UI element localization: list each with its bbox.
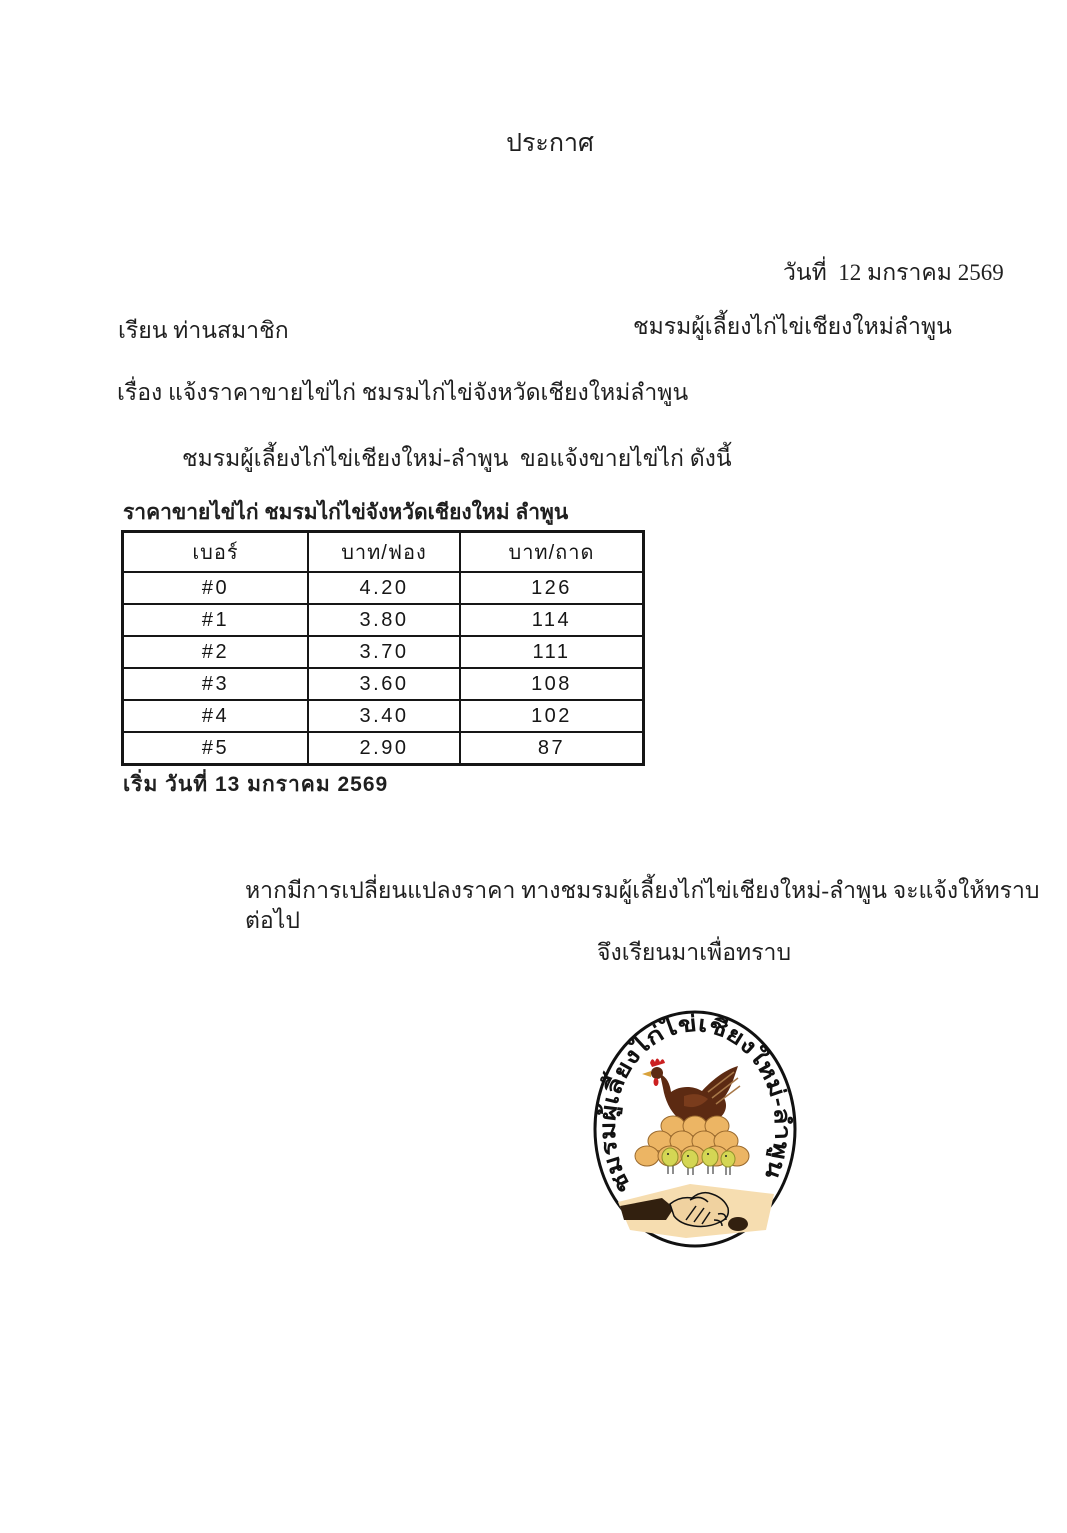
closing-line: หากมีการเปลี่ยนแปลงราคา ทางชมรมผู้เลี้ยงไก่ไข่เชียงใหม่-ลำพูน จะแจ้งให้ทราบต่อไป (245, 878, 1040, 933)
table-row (123, 636, 644, 668)
table-cell: 3.70 (308, 636, 460, 668)
table-cell: #3 (123, 668, 309, 700)
intro-line: ชมรมผู้เลี้ยงไก่ไข่เชียงใหม่-ลำพูน ขอแจ้งขายไข่ไก่ ดังนี้ (182, 446, 732, 471)
effective-date-note: เริ่ม วันที่ 13 มกราคม 2569 (123, 773, 389, 796)
table-cell: 2.90 (308, 732, 460, 765)
header-row (123, 532, 644, 573)
table-cell: 3.60 (308, 668, 460, 700)
table-row (123, 732, 644, 765)
organization-name: ชมรมผู้เลี้ยงไก่ไข่เชียงใหม่ลำพูน (633, 314, 952, 339)
logo-arc-text: ชมรมผู้เลี้ยงไก่ไข่เชียงใหม่-ลำพูน (594, 1011, 796, 1198)
table-cell: #1 (123, 604, 309, 636)
document-title: ประกาศ (506, 130, 594, 157)
table-cell: 108 (460, 668, 644, 700)
subject-line: เรื่อง แจ้งราคาขายไข่ไก่ ชมรมไก่ไข่จังหวัดเชียงใหม่ลำพูน (117, 380, 689, 405)
table-cell: 126 (460, 572, 644, 604)
table-cell: 114 (460, 604, 644, 636)
table-cell: #5 (123, 732, 309, 765)
table-cell: 111 (460, 636, 644, 668)
column-header-number: เบอร์ (123, 532, 309, 573)
table-cell: #2 (123, 636, 309, 668)
table-cell: 3.80 (308, 604, 460, 636)
salutation-line: เรียน ท่านสมาชิก (118, 318, 289, 343)
table-row (123, 700, 644, 732)
table-cell: 4.20 (308, 572, 460, 604)
date-line: วันที่ 12 มกราคม 2569 (783, 260, 1004, 285)
egg-price-table (121, 530, 645, 766)
table-cell: #0 (123, 572, 309, 604)
table-row (123, 668, 644, 700)
table-cell: 3.40 (308, 700, 460, 732)
table-cell: 102 (460, 700, 644, 732)
column-header-per-egg: บาท/ฟอง (308, 532, 460, 573)
table-cell: 87 (460, 732, 644, 765)
table-row (123, 604, 644, 636)
association-logo-graphic (590, 1008, 800, 1250)
sign-off-line: จึงเรียนมาเพื่อทราบ (597, 940, 792, 965)
price-table-body (123, 572, 644, 765)
table-cell: #4 (123, 700, 309, 732)
association-logo (590, 1008, 800, 1250)
price-table-header (123, 532, 644, 573)
price-table-title: ราคาขายไข่ไก่ ชมรมไก่ไข่จังหวัดเชียงใหม่ ลำพูน (123, 501, 569, 524)
table-row (123, 572, 644, 604)
column-header-per-tray: บาท/ถาด (460, 532, 644, 573)
